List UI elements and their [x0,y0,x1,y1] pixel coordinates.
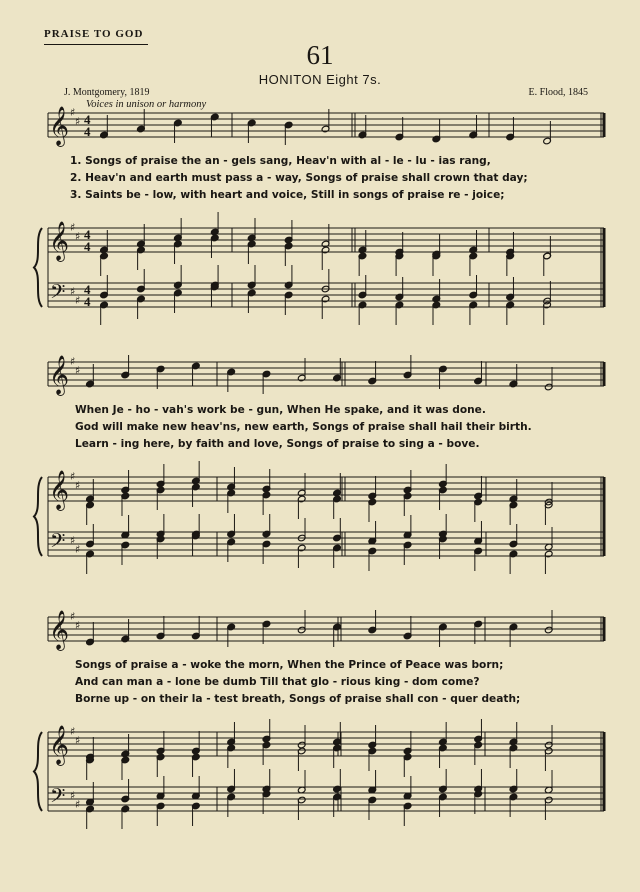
section-heading: PRAISE TO GOD [44,28,144,40]
treble-clef: 𝄞 [49,106,70,146]
sharp-sign: ♯ [70,221,76,234]
bass-clef: 𝄢 [50,529,66,557]
grand-staff-brace [34,228,42,307]
lyric-line: 2. Heav'n and earth must pass a - way, Songs of praise shall crown that day; [70,172,528,184]
sharp-sign: ♯ [70,789,76,802]
time-signature-top: 4 [84,227,91,242]
sharp-sign: ♯ [70,534,76,547]
treble-clef: 𝄞 [49,725,70,765]
treble-clef: 𝄞 [49,610,70,650]
sharp-sign: ♯ [75,294,81,307]
sharp-sign: ♯ [70,285,76,298]
sharp-sign: ♯ [70,470,76,483]
hymn-number: 61 [306,40,334,70]
lyric-line: 3. Saints be - low, with heart and voice, Still in songs of praise re - joice; [70,189,505,201]
tune-name: HONITON Eight 7s. [258,72,382,87]
composer-credit: E. Flood, 1845 [528,87,588,98]
time-signature-bottom: 4 [84,239,91,254]
sharp-sign: ♯ [75,479,81,492]
sharp-sign: ♯ [75,798,81,811]
sharp-sign: ♯ [75,115,81,128]
lyric-line: God will make new heav'ns, new earth, Songs of praise shall hail their birth. [75,421,532,433]
sharp-sign: ♯ [70,610,76,623]
performance-instruction: Voices in unison or harmony [86,99,207,110]
sharp-sign: ♯ [75,734,81,747]
sharp-sign: ♯ [75,543,81,556]
time-signature-top: 4 [84,282,91,297]
lyric-line: 1. Songs of praise the an - gels sang, Heav'n with al - le - lu - ias rang, [70,155,491,167]
sharp-sign: ♯ [75,364,81,377]
sharp-sign: ♯ [75,619,81,632]
bass-clef: 𝄢 [50,784,66,812]
treble-clef: 𝄞 [49,355,70,395]
bass-clef: 𝄢 [50,280,66,308]
treble-clef: 𝄞 [49,221,70,261]
sharp-sign: ♯ [70,355,76,368]
lyric-line: Borne up - on their la - test breath, Songs of praise shall con - quer death; [75,693,521,705]
treble-clef: 𝄞 [49,470,70,510]
grand-staff-brace [34,477,42,556]
sharp-sign: ♯ [70,106,76,119]
lyric-line: When Je - ho - vah's work be - gun, When He spake, and it was done. [75,404,486,416]
sharp-sign: ♯ [70,725,76,738]
time-signature-bottom: 4 [84,124,91,139]
lyric-line: Learn - ing here, by faith and love, Songs of praise to sing a - bove. [75,438,480,450]
time-signature-bottom: 4 [84,294,91,309]
author-credit: J. Montgomery, 1819 [64,87,150,98]
time-signature-top: 4 [84,112,91,127]
sharp-sign: ♯ [75,230,81,243]
grand-staff-brace [34,732,42,811]
lyric-line: Songs of praise a - woke the morn, When the Prince of Peace was born; [75,659,504,671]
lyric-line: And can man a - lone be dumb Till that glo - rious king - dom come? [75,676,480,688]
